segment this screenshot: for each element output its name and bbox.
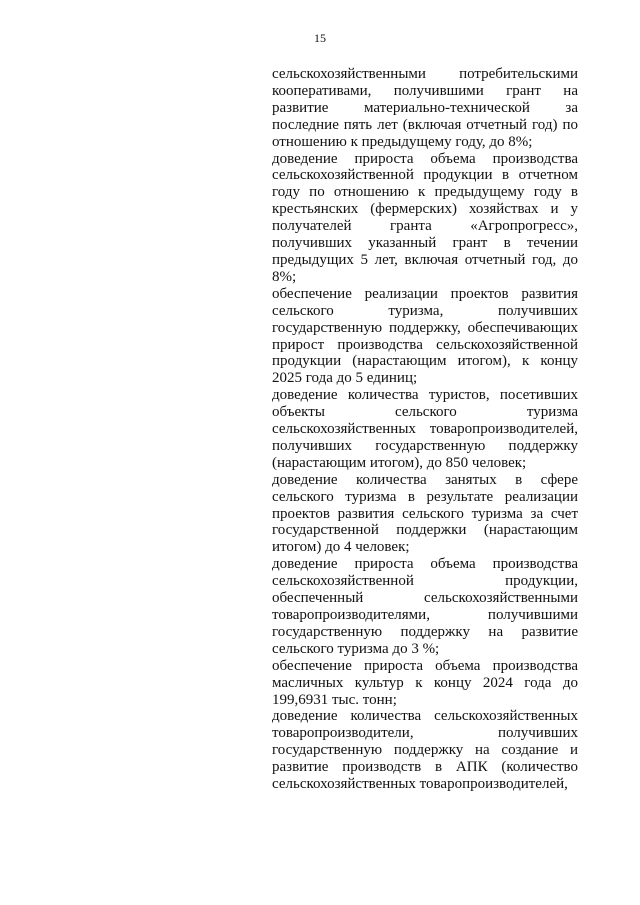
page-number: 15 — [314, 31, 326, 45]
paragraph: доведение прироста объема производства сельскохозяйственной продукции, обеспеченный сельскохозяйственными товаропроизводителями, получившими государственную поддержку на развитие сельского туризма до 3 %; — [272, 556, 578, 657]
paragraph: обеспечение реализации проектов развития сельского туризма, получивших государственную поддержку, обеспечивающих прирост производства сельскохозяйственной продукции (нарастающим итогом), к концу 2025 года до 5 единиц; — [272, 285, 578, 387]
paragraph: доведение прироста объема производства сельскохозяйственной продукции в отчетном году по отношению к предыдущему году в крестьянских (фермерских) хозяйствах и у получателей гранта «Агропрогресс», получивших указанный грант в течении предыдущих 5 лет, включая отчетный год, до 8%; — [272, 150, 578, 285]
document-body — [272, 66, 578, 793]
paragraph: доведение количества туристов, посетивших объекты сельского туризма сельскохозяйственных товаропроизводителей, получивших государственную поддержку (нарастающим итогом), до 850 человек; — [272, 387, 578, 471]
paragraph: доведение количества сельскохозяйственных товаропроизводители, получивших государственную поддержку на создание и развитие производств в АПК (количество сельскохозяйственных товаропроизводителей, — [272, 708, 578, 793]
paragraph: сельскохозяйственными потребительскими кооперативами, получившими грант на развитие материально-технической за последние пять лет (включая отчетный год) по отношению к предыдущему году, до 8%; — [272, 66, 578, 150]
paragraph: доведение количества занятых в сфере сельского туризма в результате реализации проектов развития сельского туризма за счет государственной поддержки (нарастающим итогом) до 4 человек; — [272, 471, 578, 556]
paragraph: обеспечение прироста объема производства масличных культур к концу 2024 года до 199,6931 тыс. тонн; — [272, 657, 578, 708]
